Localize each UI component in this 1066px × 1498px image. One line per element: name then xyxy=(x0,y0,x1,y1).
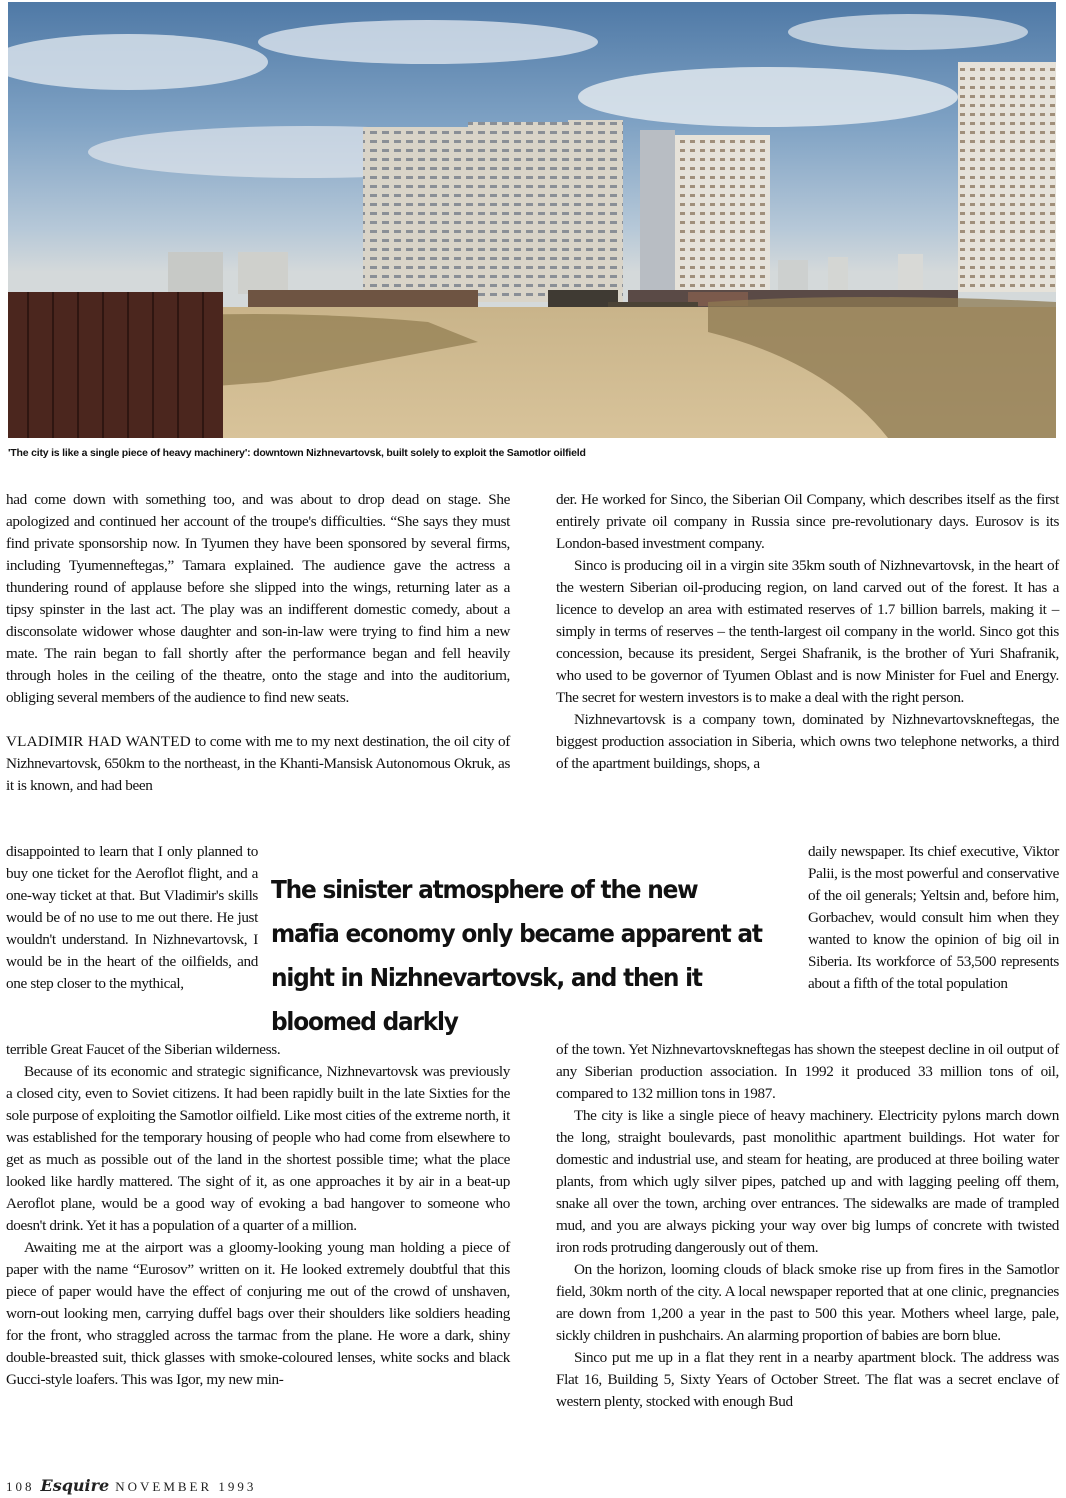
right-narrow-column xyxy=(808,841,1059,995)
left-column-top xyxy=(6,489,510,797)
left-paragraph-2: to come with me to my next destination, the oil city of Nizhnevartovsk, 650km to the northeast, in the Khanti-Mansisk Autonomous Okruk, as it is known, and had been xyxy=(6,733,510,794)
right-paragraph-6: Sinco put me up in a flat they rent in a nearby apartment block. The address was Flat 16, Building 5, Sixty Years of October Street. The flat was a secret enclave of western plenty, stocked with enough Bud xyxy=(556,1349,1059,1410)
photo-caption: 'The city is like a single piece of heavy machinery': downtown Nizhnevartovsk, built solely to exploit the Samotlor oilfield xyxy=(8,447,586,459)
issue-date: NOVEMBER 1993 xyxy=(115,1479,257,1494)
right-column-bottom xyxy=(556,1039,1059,1413)
left-narrow-column xyxy=(6,841,258,995)
right-paragraph-3: Nizhnevartovsk is a company town, dominated by Nizhnevartovskneftegas, the biggest production association in Siberia, which owns two telephone networks, a third of the apartment buildings, shops, a xyxy=(556,711,1059,772)
left-column-bottom xyxy=(6,1039,510,1391)
left-paragraph-1: had come down with something too, and was about to drop dead on stage. She apologized and continued her account of the troupe's difficulties. “She says they must find private sponsorship now. In Tyumen they have been sponsored by several firms, including Tyumenneftegas,” Tamara explained. The audience gave the actress a thundering round of applause before she slipped into the wings, returning later as a tipsy spinster in the last act. The play was an indifferent domestic comedy, about a disconsolate widower whose daughter and son-in-law were trying to find him a new mate. The rain began to fall shortly after the performance began and fell heavily through holes in the ceiling of the theatre, onto the stage and into the auditorium, obliging several members of the audience to find new seats. xyxy=(6,491,510,706)
city-scene-illustration xyxy=(8,2,1056,438)
left-paragraph-4: Awaiting me at the airport was a gloomy-looking young man holding a piece of paper with the name “Eurosov” written on it. He looked extremely doubtful that this piece of paper would have the effect of conjuring me out of the crowd of unshaven, worn-out looking men, carrying duffel bags over their shoulders like soldiers heading for the front, who straggled across the tarmac from the plane. He wore a dark, shiny double-breasted suit, thick glasses with smoke-coloured lenses, white socks and black Gucci-style loafers. This was Igor, my new min- xyxy=(6,1239,510,1388)
right-paragraph-2: Sinco is producing oil in a virgin site 35km south of Nizhnevartovsk, in the heart of the western Siberian oil-producing region, on land carved out of the forest. It has a licence to develop an area with estimated reserves of 1.7 billion barrels, making it – simply in terms of reserves – the tenth-largest oil company in the world. Sinco got this concession, because its president, Sergei Shafranik, is the brother of Yuri Shafranik, who used to be governor of Tyumen Oblast and is now Minister for Fuel and Energy. The secret for western investors is to make a deal with the right person. xyxy=(556,557,1059,706)
hero-photo xyxy=(8,2,1056,438)
page-footer xyxy=(6,1476,256,1495)
left-paragraph-3: Because of its economic and strategic significance, Nizhnevartovsk was previously a closed city, even to Soviet citizens. It had been rapidly built in the late Sixties for the sole purpose of exploiting the Samotlor oilfield. Like most cities of the extreme north, it was established for the temporary housing of people who had come from elsewhere to get as much as possible out of the land in the shortest possible time; what the place looked like hardly mattered. The sight of it, as one approaches it by air in a beat-up Aeroflot plane, would be a good way of evoking a bad hangover to someone who doesn't drink. Yet it has a population of a quarter of a million. xyxy=(6,1063,510,1234)
left-paragraph-2-end: terrible Great Faucet of the Siberian wilderness. xyxy=(6,1041,281,1058)
pull-quote: The sinister atmosphere of the new mafia economy only became apparent at night in Nizhnevartovsk, and then it bloomed darkly xyxy=(271,875,762,1036)
left-paragraph-2-narrow: disappointed to learn that I only planned to buy one ticket for the Aeroflot flight, and a one-way ticket at that. But Vladimir's skills would be of no use to me out there. He just wouldn't understand. In Nizhnevartovsk, I would be in the heart of the oilfields, and one step closer to the mythical, xyxy=(6,843,258,992)
right-paragraph-5: On the horizon, looming clouds of black smoke rise up from fires in the Samotlor field, 30km north of the city. A local newspaper reported that at one clinic, pregnancies are down from 1,200 a year in the past to 500 this year. Mothers wheel large, pale, sickly children in pushchairs. An alarming proportion of babies are born blue. xyxy=(556,1261,1059,1344)
right-paragraph-4: The city is like a single piece of heavy machinery. Electricity pylons march down the long, straight boulevards, past monolithic apartment buildings. Hot water for domestic and industrial use, and steam for heating, are produced at three boiling water plants, from which ugly silver pipes, patched up and with lagging peeling off them, snake all over the town, arching over entrances. The sidewalks are made of trampled mud, and you are always picking your way over big lumps of concrete with twisted iron rods protruding dangerously out of them. xyxy=(556,1107,1059,1256)
page-number: 108 xyxy=(6,1479,35,1494)
magazine-logo: Esquire xyxy=(40,1476,110,1495)
lead-in-text: VLADIMIR HAD WANTED xyxy=(6,733,191,750)
right-paragraph-3-narrow: daily newspaper. Its chief executive, Viktor Palii, is the most powerful and conservative of the oil generals; Yeltsin and, before him, Gorbachev, would consult him when they wanted to know the opinion of big oil in Siberia. Its workforce of 53,500 represents about a fifth of the total population xyxy=(808,843,1059,992)
right-paragraph-3-end: of the town. Yet Nizhnevartovskneftegas has shown the steepest decline in oil output of any Siberian production association. In 1992 it produced 33 million tons of oil, compared to 132 million tons in 1987. xyxy=(556,1041,1059,1102)
right-paragraph-1: der. He worked for Sinco, the Siberian Oil Company, which describes itself as the first entirely private oil company in Russia since pre-revolutionary days. Eurosov is its London-based investment company. xyxy=(556,491,1059,552)
right-column-top xyxy=(556,489,1059,775)
